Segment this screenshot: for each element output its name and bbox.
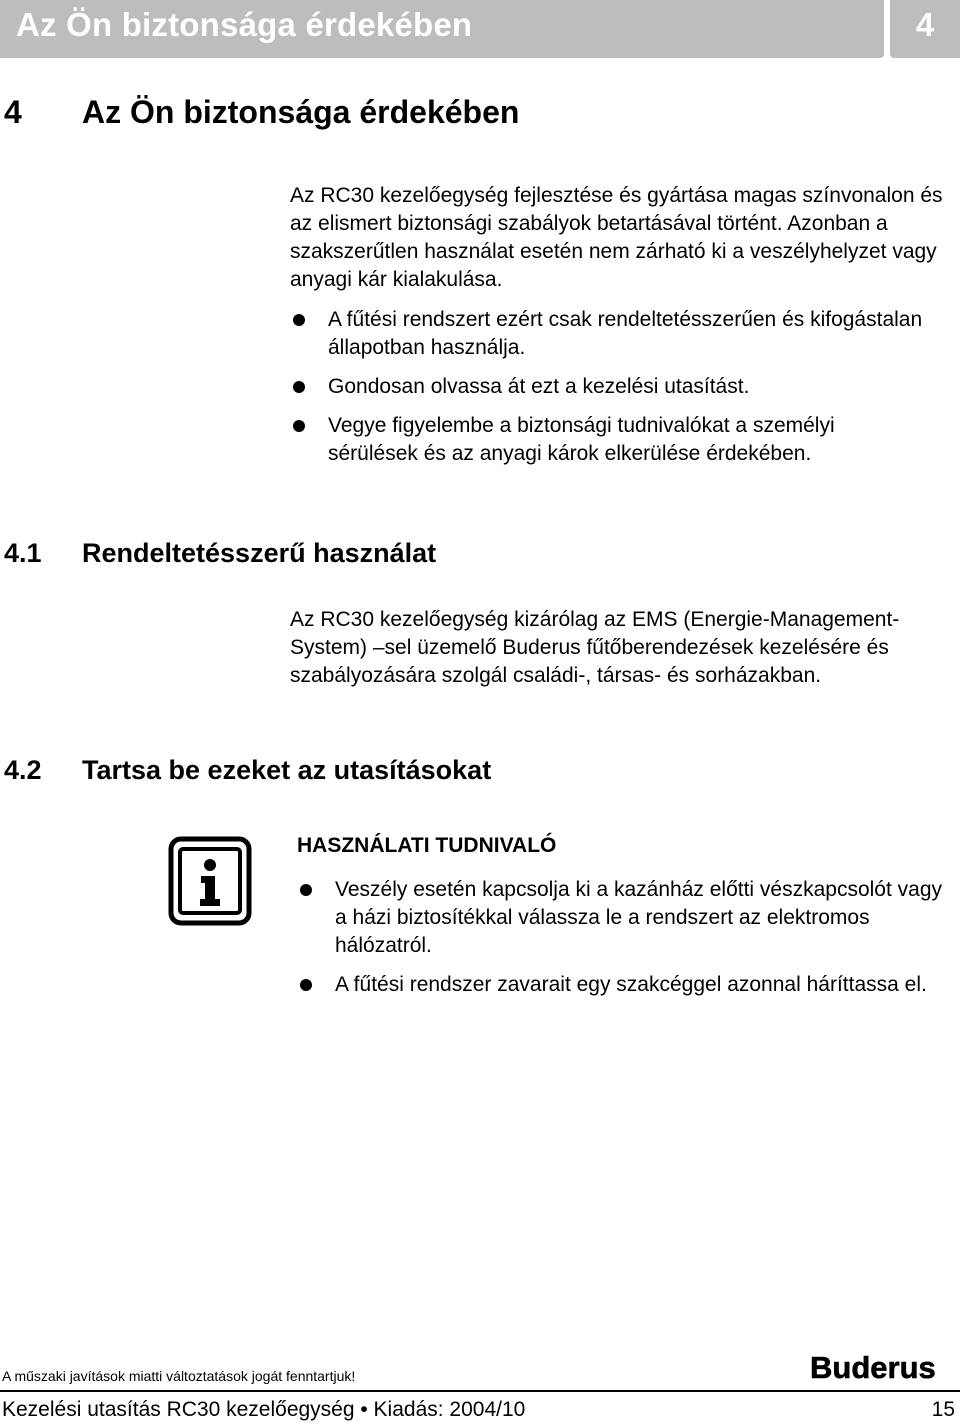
section-1-body: Az RC30 kezelőegység kizárólag az EMS (Energie-Management-System) –sel üzemelő Buderus fűtőberendezések kezelésére és szabályozására szolgál családi-, társas- és sorházakban. — [290, 608, 900, 687]
chapter-title: Az Ön biztonsága érdekében — [82, 94, 520, 130]
bullet-text: Veszély esetén kapcsolja ki a kazánház előtti vészkapcsolót vagy a házi biztosítékkal válassza le a rendszert az elektromos hálózatról. — [335, 878, 943, 957]
bullet-icon — [293, 314, 305, 326]
chapter-number: 4 — [4, 94, 22, 130]
bullet-text: A fűtési rendszer zavarait egy szakcéggel azonnal háríttassa el. — [335, 973, 927, 996]
bullet-text: Gondosan olvassa át ezt a kezelési utasítást. — [328, 375, 750, 398]
bullet-text: A fűtési rendszert ezért csak rendeltetésszerűen és kifogástalan állapotban használja. — [328, 308, 923, 359]
section-1-title: Rendeltetésszerű használat — [82, 538, 437, 568]
list-item — [297, 971, 957, 999]
footer-document-info: Kezelési utasítás RC30 kezelőegység • Kiadás: 2004/10 — [2, 1398, 526, 1421]
bullet-text: Vegye figyelembe a biztonsági tudnivalókat a személyi sérülések és az anyagi károk elkerülése érdekében. — [328, 414, 835, 465]
chapter-intro: Az RC30 kezelőegység fejlesztése és gyártása magas színvonalon és az elismert biztonsági szabályok betartásával történt. Azonban a szakszerűtlen használat esetén nem zárható ki a veszélyhelyzet vagy anyagi kár kialakulása. — [290, 184, 943, 291]
header-title: Az Ön biztonsága érdekében — [16, 6, 473, 43]
notice-title: HASZNÁLATI TUDNIVALÓ — [297, 834, 557, 857]
footer-divider — [0, 1390, 960, 1392]
section-2-number: 4.2 — [4, 755, 42, 785]
bullet-icon — [293, 381, 305, 393]
page-number: 15 — [931, 1398, 955, 1421]
buderus-logo — [810, 1350, 956, 1384]
chapter-bullet-list — [290, 306, 930, 479]
section-2-title: Tartsa be ezeket az utasításokat — [82, 755, 492, 785]
logo-text: Buderus — [810, 1350, 936, 1384]
header-bar — [0, 0, 884, 58]
notice-bullet-list — [297, 876, 957, 1010]
bullet-icon — [300, 884, 312, 896]
bullet-icon — [293, 420, 305, 432]
section-1-number: 4.1 — [4, 538, 42, 568]
footer-disclaimer: A műszaki javítások miatti változtatások jogát fenntartjuk! — [2, 1368, 356, 1384]
list-item — [290, 412, 930, 468]
header-chapter-number: 4 — [915, 6, 935, 43]
list-item — [297, 876, 957, 960]
header-chapter-box — [890, 0, 960, 58]
list-item — [290, 306, 930, 362]
bullet-icon — [300, 979, 312, 991]
info-icon — [168, 836, 252, 926]
list-item — [290, 373, 930, 401]
